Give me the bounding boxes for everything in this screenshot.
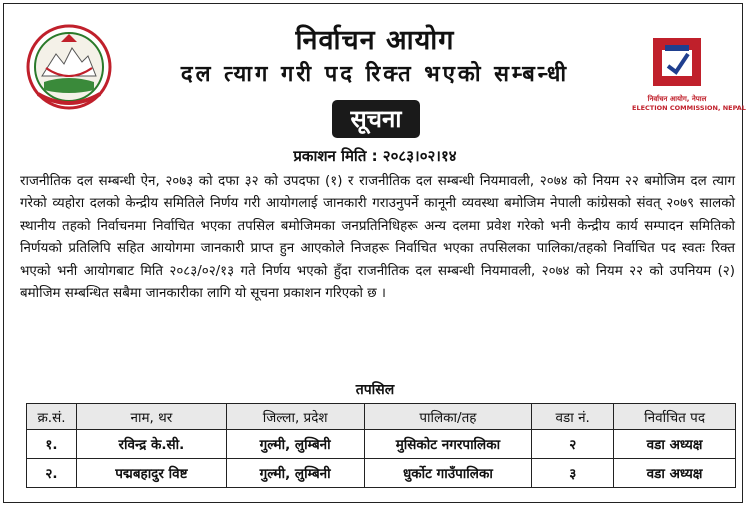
col-municipality: पालिका/तह (364, 404, 532, 430)
representatives-table (26, 403, 736, 488)
ec-name-nepali: निर्वाचन आयोग, नेपाल (647, 95, 707, 103)
col-position: निर्वाचित पद (614, 404, 736, 430)
table-row (27, 430, 736, 459)
cell-position: वडा अध्यक्ष (614, 430, 736, 459)
cell-name: रविन्द्र के.सी. (76, 430, 226, 459)
col-district: जिल्ला, प्रदेश (226, 404, 364, 430)
table-section-label: तपसिल (355, 382, 395, 398)
cell-ward: ३ (532, 459, 614, 488)
cell-ward: २ (532, 430, 614, 459)
col-ward: वडा नं. (532, 404, 614, 430)
publish-date: प्रकाशन मिति : २०८३।०२।१४ (293, 147, 457, 165)
page-title: निर्वाचन आयोग (295, 25, 455, 56)
cell-municipality: मुसिकोट नगरपालिका (364, 430, 532, 459)
notice-body: राजनीतिक दल सम्बन्धी ऐन, २०७३ को दफा ३२ को उपदफा (१) र राजनीतिक दल सम्बन्धी नियमावली, २०७४ को नियम २२ बमोजिम दल त्याग गरेको व्यहोरा दलको केन्द्रीय समितिले निर्णय गरी आयोगलाई जानकारी गराउनुपर्ने कानूनी व्यवस्था बमोजिम नेपाली कांग्रेसको संवत् २०७९ सालको स्थानीय तहको निर्वाचनमा निर्वाचित भएका तपसिल बमोजिमका जनप्रतिनिधिहरू अन्य दलमा प्रवेश गरेको भनी केन्द्रीय कार्य सम्पादन समितिको निर्णयको प्रतिलिपि सहित आयोगमा जानकारी प्राप्त हुन आएकोले निजहरू निर्वाचित भएका तपसिलका पालिका/तहको निर्वाचित पद स्वतः रिक्त भएको भनी आयोगबाट मिति २०८३/०२/१३ गते निर्णय भएको हुँदा राजनीतिक दल सम्बन्धी नियमावली, २०७४ को नियम २२ को उपनियम (२) बमोजिम सम्बन्धित सबैमा जानकारीका लागि यो सूचना प्रकाशन गरिएको छ । (20, 174, 735, 302)
cell-name: पद्मबहादुर विष्ट (76, 459, 226, 488)
cell-district: गुल्मी, लुम्बिनी (226, 459, 364, 488)
table-row (27, 459, 736, 488)
page-subtitle: दल त्याग गरी पद रिक्त भएको सम्बन्धी (180, 62, 570, 87)
cell-district: गुल्मी, लुम्बिनी (226, 430, 364, 459)
cell-serial: १. (27, 430, 77, 459)
cell-municipality: धुर्कोट गाउँपालिका (364, 459, 532, 488)
col-name: नाम, थर (76, 404, 226, 430)
ec-name-english: ELECTION COMMISSION, NEPAL (632, 104, 746, 112)
cell-serial: २. (27, 459, 77, 488)
notice-badge: सूचना (332, 100, 420, 138)
col-serial: क्र.सं. (27, 404, 77, 430)
cell-position: वडा अध्यक्ष (614, 459, 736, 488)
table-header-row (27, 404, 736, 430)
